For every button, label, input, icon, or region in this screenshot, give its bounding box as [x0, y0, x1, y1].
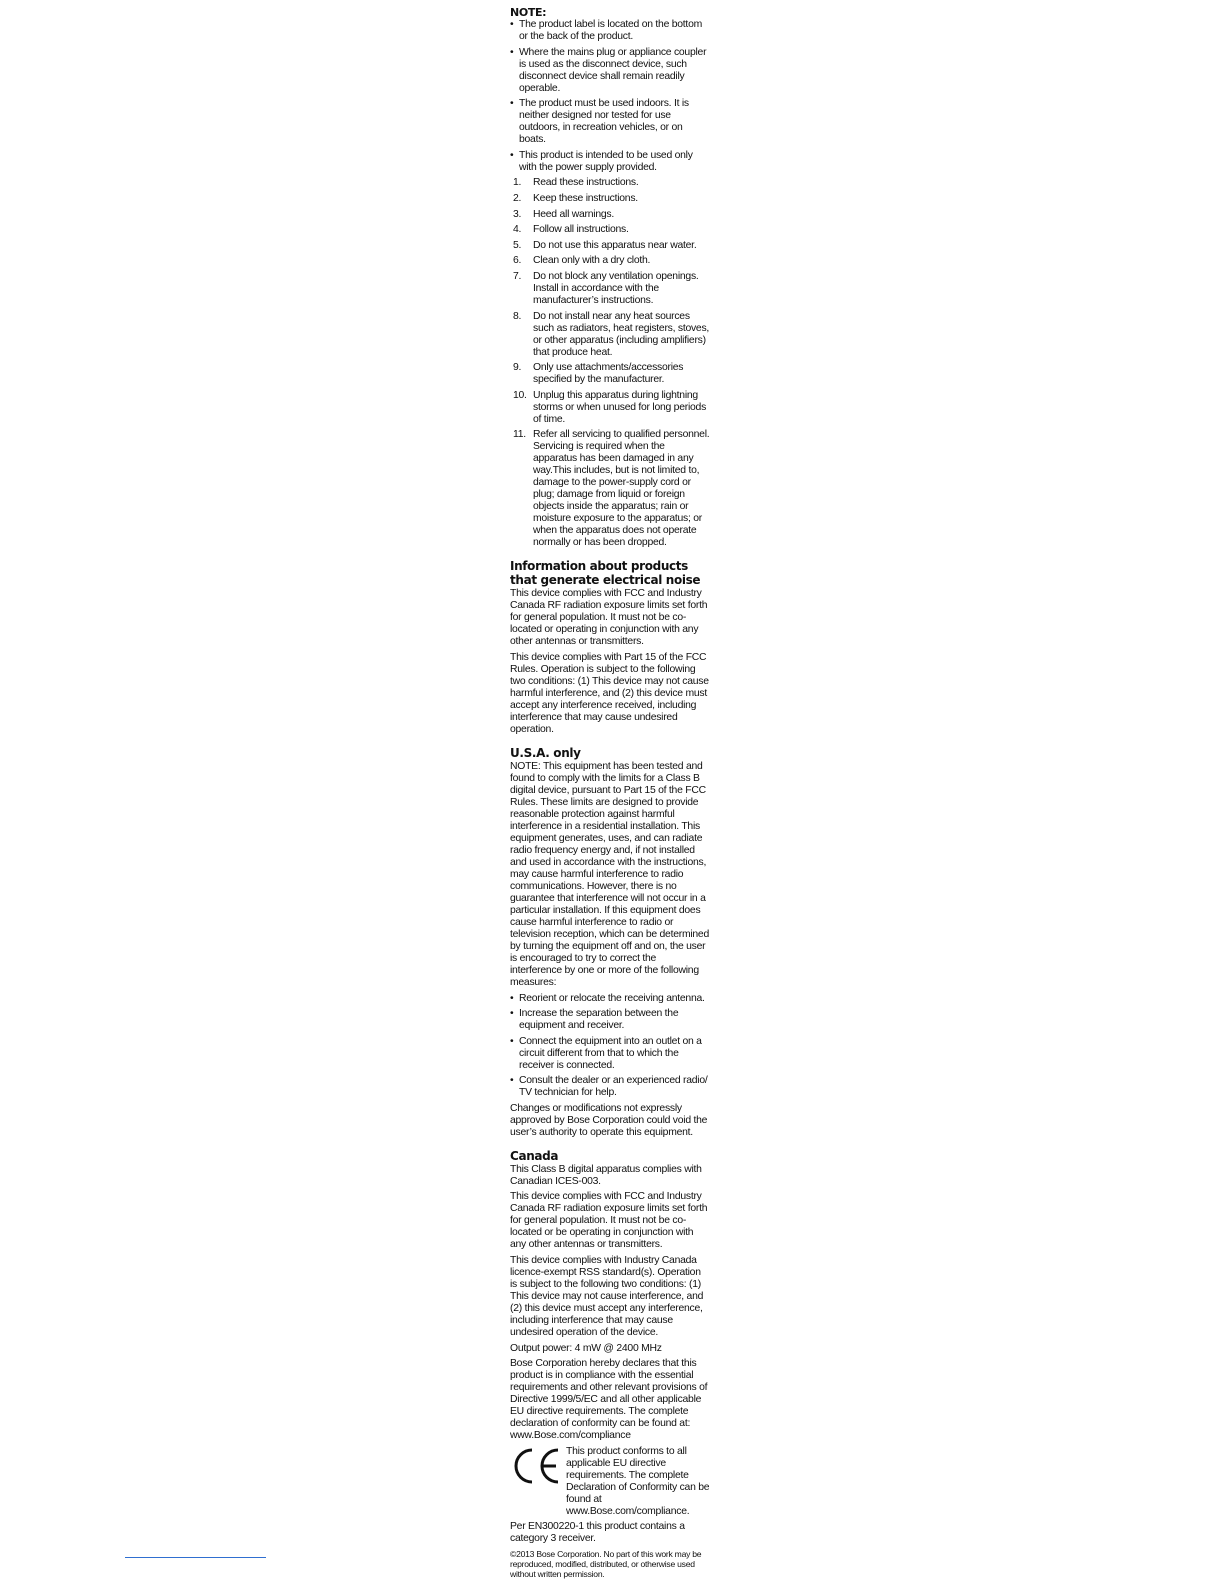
note-bullet: • The product label is located on the bottom or the back of the product. — [510, 19, 710, 43]
instruction-text: Do not block any ventilation openings. Install in accordance with the manufacturer’s instructions. — [533, 270, 699, 306]
note-heading: NOTE: — [510, 6, 547, 19]
usa-measure: • Consult the dealer or an experienced radio/ TV technician for help. — [510, 1075, 710, 1099]
instruction-number: 7. — [513, 270, 522, 282]
instruction-item — [510, 240, 710, 252]
ce-block — [510, 1446, 710, 1518]
usa-measure: • Reorient or relocate the receiving antenna. — [510, 993, 710, 1005]
instruction-number: 2. — [513, 192, 522, 204]
instruction-item — [510, 390, 710, 426]
note-bullet: • This product is intended to be used only with the power supply provided. — [510, 150, 710, 174]
instruction-item — [510, 271, 710, 307]
usa-measures-list — [510, 993, 710, 1100]
instruction-number: 11. — [513, 429, 526, 441]
instruction-text: Follow all instructions. — [533, 224, 629, 236]
instruction-text: Do not use this apparatus near water. — [533, 239, 697, 251]
instruction-text: Keep these instructions. — [533, 192, 638, 204]
instruction-number: 5. — [513, 239, 522, 251]
instruction-number: 6. — [513, 255, 522, 267]
note-bullet-list — [510, 19, 710, 174]
safety-instructions-list — [510, 177, 710, 549]
noise-paragraph: This device complies with Part 15 of the FCC Rules. Operation is subject to the following two conditions: (1) This device may not cause harmful interference, and (2) this device must accept any interference received, including interference that may cause undesired operation. — [510, 651, 709, 735]
instruction-text: Do not install near any heat sources such as radiators, heat registers, stoves, or other apparatus (including amplifiers) that produce heat. — [533, 310, 710, 358]
noise-heading: Information about products that generate electrical noise — [510, 559, 701, 588]
canada-paragraph: This device complies with FCC and Industry Canada RF radiation exposure limits set forth for general population. It must not be co-located or be operating in conjunction with any other antennas or transmitters. — [510, 1191, 708, 1251]
instruction-item — [510, 224, 710, 236]
declaration-paragraph: Bose Corporation hereby declares that this product is in compliance with the essential requirements and other relevant provisions of Directive 1999/5/EC and all other applicable EU directive requirements. The complete declaration of conformity can be found at: www.Bose.com/compliance — [510, 1358, 708, 1442]
instruction-text: Unplug this apparatus during lightning storms or when unused for long periods of time. — [533, 389, 707, 425]
usa-changes-paragraph: Changes or modifications not expressly approved by Bose Corporation could void the user’s authority to operate this equipment. — [510, 1102, 708, 1138]
instruction-text: Heed all warnings. — [533, 208, 614, 220]
instruction-number: 1. — [513, 177, 522, 189]
instruction-item — [510, 209, 710, 221]
usa-measure: • Connect the equipment into an outlet on a circuit different from that to which the receiver is connected. — [510, 1036, 710, 1072]
canada-paragraph: This Class B digital apparatus complies with Canadian ICES-003. — [510, 1163, 702, 1187]
instruction-number: 3. — [513, 208, 522, 220]
usa-measure: • Increase the separation between the equipment and receiver. — [510, 1008, 710, 1032]
footer-rule — [125, 1557, 266, 1558]
instruction-item — [510, 362, 710, 386]
instruction-number: 4. — [513, 224, 522, 236]
ce-text: This product conforms to all applicable EU directive requirements. The complete Declaration of Conformity can be found at www.Bose.com/compliance. — [566, 1445, 710, 1517]
instruction-number: 8. — [513, 310, 522, 322]
instruction-item — [510, 311, 710, 359]
instruction-item — [510, 255, 710, 267]
instruction-text: Only use attachments/accessories specified by the manufacturer. — [533, 362, 684, 386]
instruction-number: 9. — [513, 362, 522, 374]
copyright-notice: ©2013 Bose Corporation. No part of this work may be reproduced, modified, distributed, or otherwise used without written permission. — [510, 1549, 702, 1580]
instruction-text: Refer all servicing to qualified personnel. Servicing is required when the apparatus has been damaged in any way.This includes, but is not limited to, damage to the power-supply cord or plug; damage from liquid or foreign objects inside the apparatus; rain or moisture exposure to the apparatus; or when the apparatus does not operate normally or has been dropped. — [533, 429, 710, 549]
noise-paragraph: This device complies with FCC and Industry Canada RF radiation exposure limits set forth for general population. It must not be co-located or operating in conjunction with any other antennas or transmitters. — [510, 588, 708, 648]
instruction-text: Read these instructions. — [533, 177, 639, 189]
instruction-item — [510, 429, 710, 549]
en-receiver-note: Per EN300220-1 this product contains a category 3 receiver. — [510, 1521, 685, 1545]
output-power: Output power: 4 mW @ 2400 MHz — [510, 1342, 662, 1354]
note-bullet: • Where the mains plug or appliance coupler is used as the disconnect device, such disconnect device shall remain readily operable. — [510, 47, 710, 95]
instruction-item — [510, 177, 710, 189]
usa-heading: U.S.A. only — [510, 745, 581, 760]
usa-paragraph: NOTE: This equipment has been tested and found to comply with the limits for a Class B digital device, pursuant to Part 15 of the FCC Rules. These limits are designed to provide reasonable protection against harmful interference in a residential installation. This equipment generates, uses, and can radiate radio frequency energy and, if not installed and used in accordance with the instructions, may cause harmful interference to radio communications. However, there is no guarantee that interference will not occur in a particular installation. If this equipment does cause harmful interference to radio or television reception, which can be determined by turning the equipment off and on, the user is encouraged to try to correct the interference by one or more of the following measures: — [510, 760, 709, 988]
document-column — [510, 6, 710, 1583]
canada-heading: Canada — [510, 1148, 559, 1163]
instruction-text: Clean only with a dry cloth. — [533, 255, 651, 267]
note-bullet: • The product must be used indoors. It is neither designed nor tested for use outdoors, in recreation vehicles, or on boats. — [510, 98, 710, 146]
canada-paragraph: This device complies with Industry Canada licence-exempt RSS standard(s). Operation is subject to the following two conditions: (1) This device may not cause interference, and (2) this device must accept any interference, including interference that may cause undesired operation of the device. — [510, 1255, 704, 1339]
instruction-item — [510, 193, 710, 205]
ce-mark-icon — [510, 1446, 566, 1486]
instruction-number: 10. — [513, 389, 527, 401]
